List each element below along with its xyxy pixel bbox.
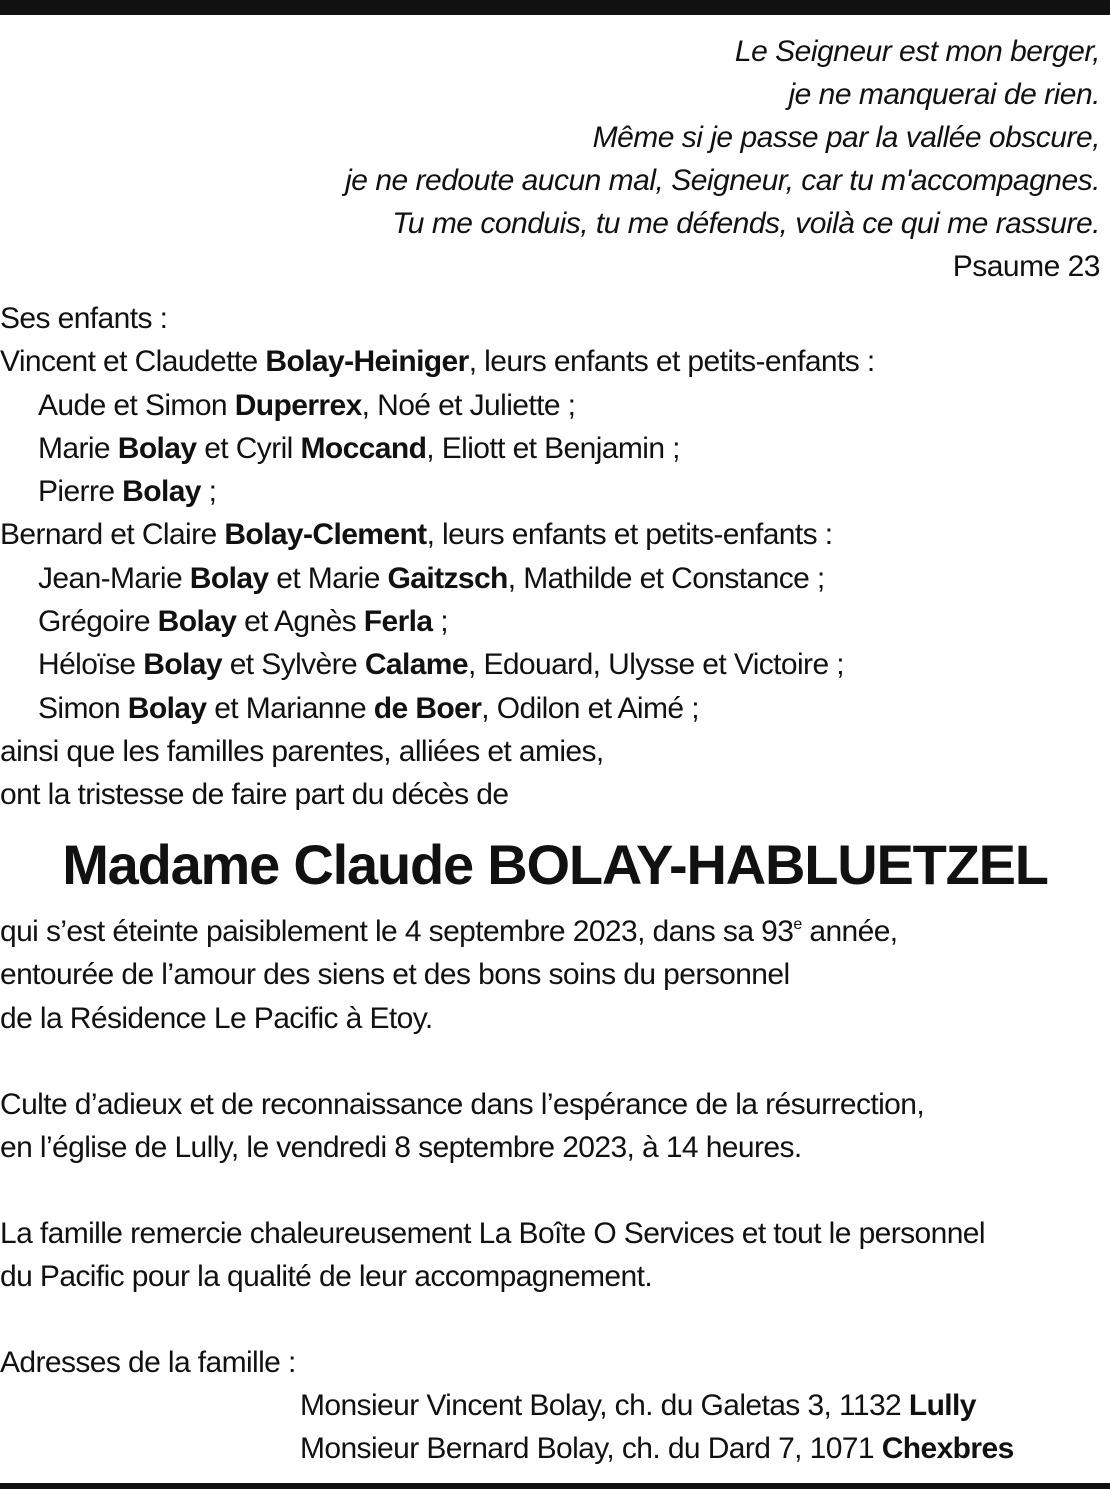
line-text: année, <box>801 915 898 948</box>
line-text: , leurs enfants et petits-enfants : <box>426 518 833 552</box>
line-text: et Marie <box>268 561 388 595</box>
surname: Bolay <box>127 691 207 725</box>
family-line <box>0 600 1110 643</box>
paragraph-line: de la Résidence Le Pacific à Etoy. <box>0 1001 433 1035</box>
surname: de Boer <box>373 691 482 725</box>
line-text: et Agnès <box>236 605 364 639</box>
surname: Bolay-Clement <box>224 518 427 552</box>
surname: Ferla <box>363 605 433 639</box>
line-text: , Mathilde et Constance ; <box>507 561 825 595</box>
paragraph-line: Culte d’adieux et de reconnaissance dans l’espérance de la résurrection, <box>0 1088 925 1121</box>
passing-paragraph <box>0 910 1110 1040</box>
psalm-reference: Psaume 23 <box>952 250 1100 283</box>
thanks-paragraph <box>0 1212 1110 1299</box>
address-text: Monsieur Bernard Bolay, ch. du Dard 7, 1071 <box>300 1432 882 1466</box>
line-text: ; <box>432 605 448 639</box>
psalm-quote <box>100 30 1100 288</box>
line-text: ; <box>200 475 217 509</box>
paragraph-line <box>0 910 1110 953</box>
closing-line: ainsi que les familles parentes, alliées et amies, <box>0 734 604 768</box>
address-text: Monsieur Vincent Bolay, ch. du Galetas 3, 1132 <box>300 1389 909 1423</box>
surname: Bolay <box>157 605 237 639</box>
surname: Bolay-Heiniger <box>265 345 469 379</box>
line-text: qui s’est éteinte paisiblement le 4 septembre 2023, dans sa 93 <box>0 915 794 948</box>
line-text: , Eliott et Benjamin ; <box>426 431 680 465</box>
psalm-verse: Tu me conduis, tu me défends, voilà ce qui me rassure. <box>392 207 1100 240</box>
family-line <box>0 687 1110 730</box>
psalm-verse: Même si je passe par la vallée obscure, <box>592 121 1100 154</box>
service-paragraph <box>0 1083 1110 1170</box>
bottom-border-rule <box>0 1483 1110 1489</box>
deceased-name: Madame Claude BOLAY-HABLUETZEL <box>62 833 1048 896</box>
address-town: Lully <box>908 1389 976 1423</box>
surname: Bolay <box>117 431 197 465</box>
line-text: Grégoire <box>38 605 158 639</box>
line-text: et Sylvère <box>221 648 365 682</box>
line-text: et Cyril <box>196 431 301 465</box>
paragraph-line: La famille remercie chaleureusement La Boîte O Services et tout le personnel <box>0 1217 985 1250</box>
family-heading: Ses enfants : <box>0 302 168 335</box>
line-text: Héloïse <box>38 648 144 682</box>
paragraph-line: entourée de l’amour des siens et des bons soins du personnel <box>0 958 790 992</box>
family-line <box>0 384 1110 427</box>
top-border-rule <box>0 0 1110 15</box>
surname: Bolay <box>189 561 269 595</box>
surname: Bolay <box>122 475 201 509</box>
ordinal-suffix: e <box>793 916 802 933</box>
line-text: , Noé et Juliette ; <box>361 388 576 422</box>
line-text: Vincent et Claudette <box>0 345 266 379</box>
address-line <box>0 1384 1110 1427</box>
psalm-verse: je ne redoute aucun mal, Seigneur, car tu m'accompagnes. <box>345 164 1100 197</box>
address-line <box>0 1427 1110 1470</box>
family-line <box>0 340 1110 383</box>
line-text: , Edouard, Ulysse et Victoire ; <box>467 648 844 682</box>
surname: Moccand <box>300 431 427 465</box>
family-line <box>0 557 1110 600</box>
addresses-section <box>0 1341 1110 1470</box>
line-text: , Odilon et Aimé ; <box>481 691 699 725</box>
addresses-heading: Adresses de la famille : <box>0 1346 296 1379</box>
surname: Gaitzsch <box>387 561 508 595</box>
surname: Bolay <box>143 648 222 682</box>
surname: Duperrex <box>234 388 362 422</box>
line-text: Simon <box>38 691 128 725</box>
family-line <box>0 470 1110 513</box>
line-text: Jean-Marie <box>38 561 190 595</box>
paragraph-line: en l’église de Lully, le vendredi 8 septembre 2023, à 14 heures. <box>0 1131 802 1165</box>
line-text: Aude et Simon <box>38 388 235 422</box>
family-list <box>0 297 1110 817</box>
family-line <box>0 643 1110 686</box>
family-line <box>0 513 1110 556</box>
line-text: Marie <box>38 431 118 465</box>
line-text: , leurs enfants et petits-enfants : <box>468 345 875 379</box>
family-line <box>0 427 1110 470</box>
address-town: Chexbres <box>881 1432 1014 1466</box>
psalm-verse: Le Seigneur est mon berger, <box>734 35 1100 68</box>
psalm-verse: je ne manquerai de rien. <box>788 78 1100 111</box>
surname: Calame <box>364 648 468 682</box>
closing-line: ont la tristesse de faire part du décès de <box>0 778 509 812</box>
line-text: Bernard et Claire <box>0 518 225 552</box>
line-text: et Marianne <box>206 691 374 725</box>
paragraph-line: du Pacific pour la qualité de leur accompagnement. <box>0 1260 653 1294</box>
line-text: Pierre <box>38 475 123 509</box>
